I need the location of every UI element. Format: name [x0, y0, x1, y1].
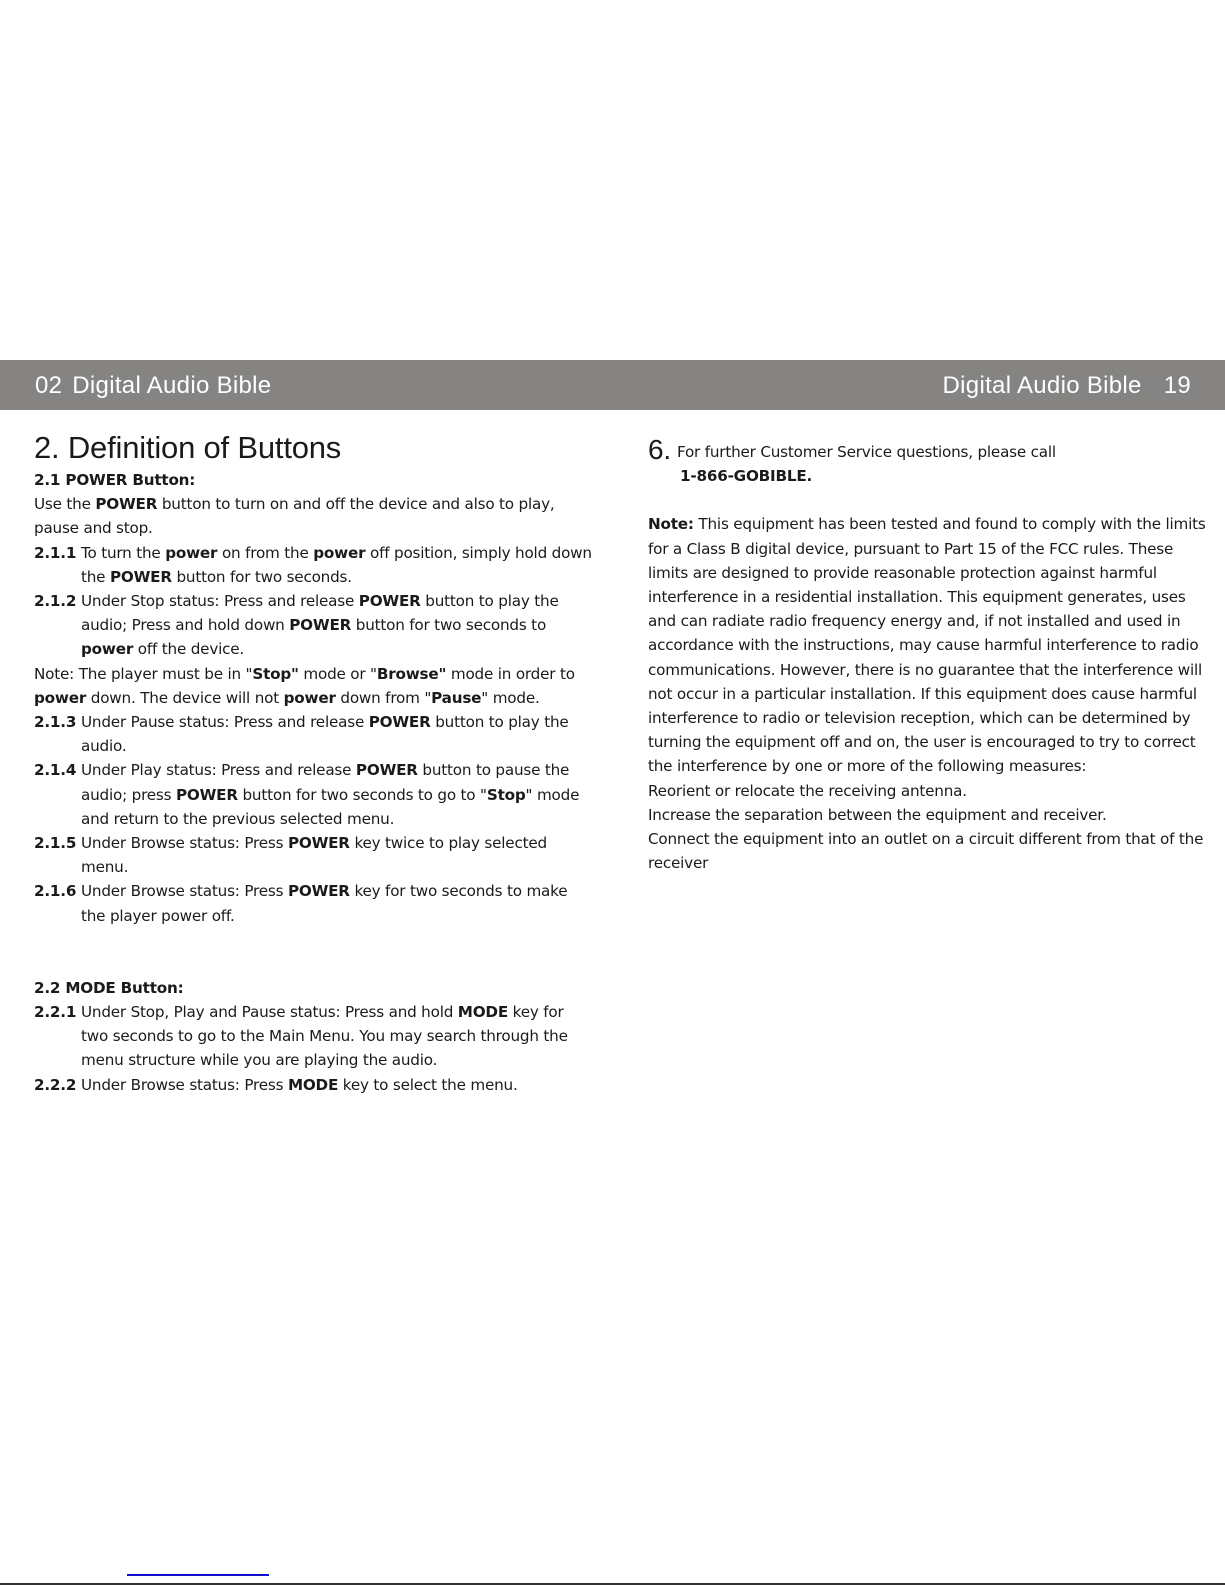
left-page-header	[35, 372, 271, 400]
measure-3: Connect the equipment into an outlet on a circuit different from that of the receiver	[648, 830, 1204, 873]
section-title: 2. Definition of Buttons	[34, 430, 342, 465]
section-spacer	[34, 928, 594, 976]
header-band	[0, 360, 1225, 410]
measure-1: Reorient or relocate the receiving antenna.	[648, 781, 967, 800]
right-page-header	[943, 372, 1191, 400]
item-2-1-5: 2.1.5 Under Browse status: Press POWER key twice to play selected menu.	[34, 834, 547, 877]
section-number: 6.	[648, 434, 671, 465]
power-intro: Use the POWER button to turn on and off the device and also to play, pause and stop.	[34, 495, 555, 538]
customer-service-line	[648, 434, 1208, 465]
power-note: Note: The player must be in "Stop" mode or "Browse" mode in order to power down. The device will not power down from "Pause" mode.	[34, 664, 575, 707]
right-page-number: 19	[1163, 372, 1191, 399]
left-page-number: 02	[35, 372, 63, 399]
left-page-content	[34, 428, 594, 1097]
item-2-1-3: 2.1.3 Under Pause status: Press and release POWER button to play the audio.	[34, 713, 569, 756]
right-page-content	[648, 434, 1208, 875]
power-button-heading: 2.1 POWER Button:	[34, 471, 196, 489]
phone-number: 1-866-GOBIBLE.	[680, 467, 813, 486]
note-label: Note:	[648, 515, 694, 534]
footer-link-underline	[127, 1574, 269, 1576]
service-text: For further Customer Service questions, please call	[676, 443, 1056, 461]
item-2-1-1: 2.1.1 To turn the power on from the power off position, simply hold down the POWER button for two seconds.	[34, 543, 592, 586]
note-text: This equipment has been tested and found to comply with the limits for a Class B digital device, pursuant to Part 15 of the FCC rules. These limits are designed to provide reasonable protection against harmful interference in a residential installation. This equipment generates, uses and can radiate radio frequency energy and, if not installed and used in accordance with the instructions, may cause harmful interference to radio communications. However, there is no guarantee that the interference will not occur in a particular installation. If this equipment does cause harmful interference to radio or television reception, which can be determined by turning the equipment off and on, the user is encouraged to try to correct the interference by one or more of the following measures:	[648, 515, 1206, 776]
measure-2: Increase the separation between the equipment and receiver.	[648, 805, 1107, 824]
item-2-1-4: 2.1.4 Under Play status: Press and release POWER button to pause the audio; press POWER button for two seconds to go to "Stop" mode and return to the previous selected menu.	[34, 761, 580, 828]
mode-button-heading: 2.2 MODE Button:	[34, 978, 184, 997]
item-2-1-6: 2.1.6 Under Browse status: Press POWER key for two seconds to make the player power off.	[34, 882, 568, 925]
fcc-note	[648, 512, 1208, 778]
item-2-1-2: 2.1.2 Under Stop status: Press and release POWER button to play the audio; Press and hold down POWER button for two seconds to power off the device.	[34, 592, 559, 659]
item-2-2-2: 2.2.2 Under Browse status: Press MODE key to select the menu.	[34, 1075, 518, 1094]
item-2-2-1: 2.2.1 Under Stop, Play and Pause status: Press and hold MODE key for two seconds to go to the Main Menu. You may search through the menu structure while you are playing the audio.	[34, 1003, 568, 1070]
right-header-title: Digital Audio Bible	[942, 372, 1142, 399]
left-header-title: Digital Audio Bible	[72, 372, 272, 399]
